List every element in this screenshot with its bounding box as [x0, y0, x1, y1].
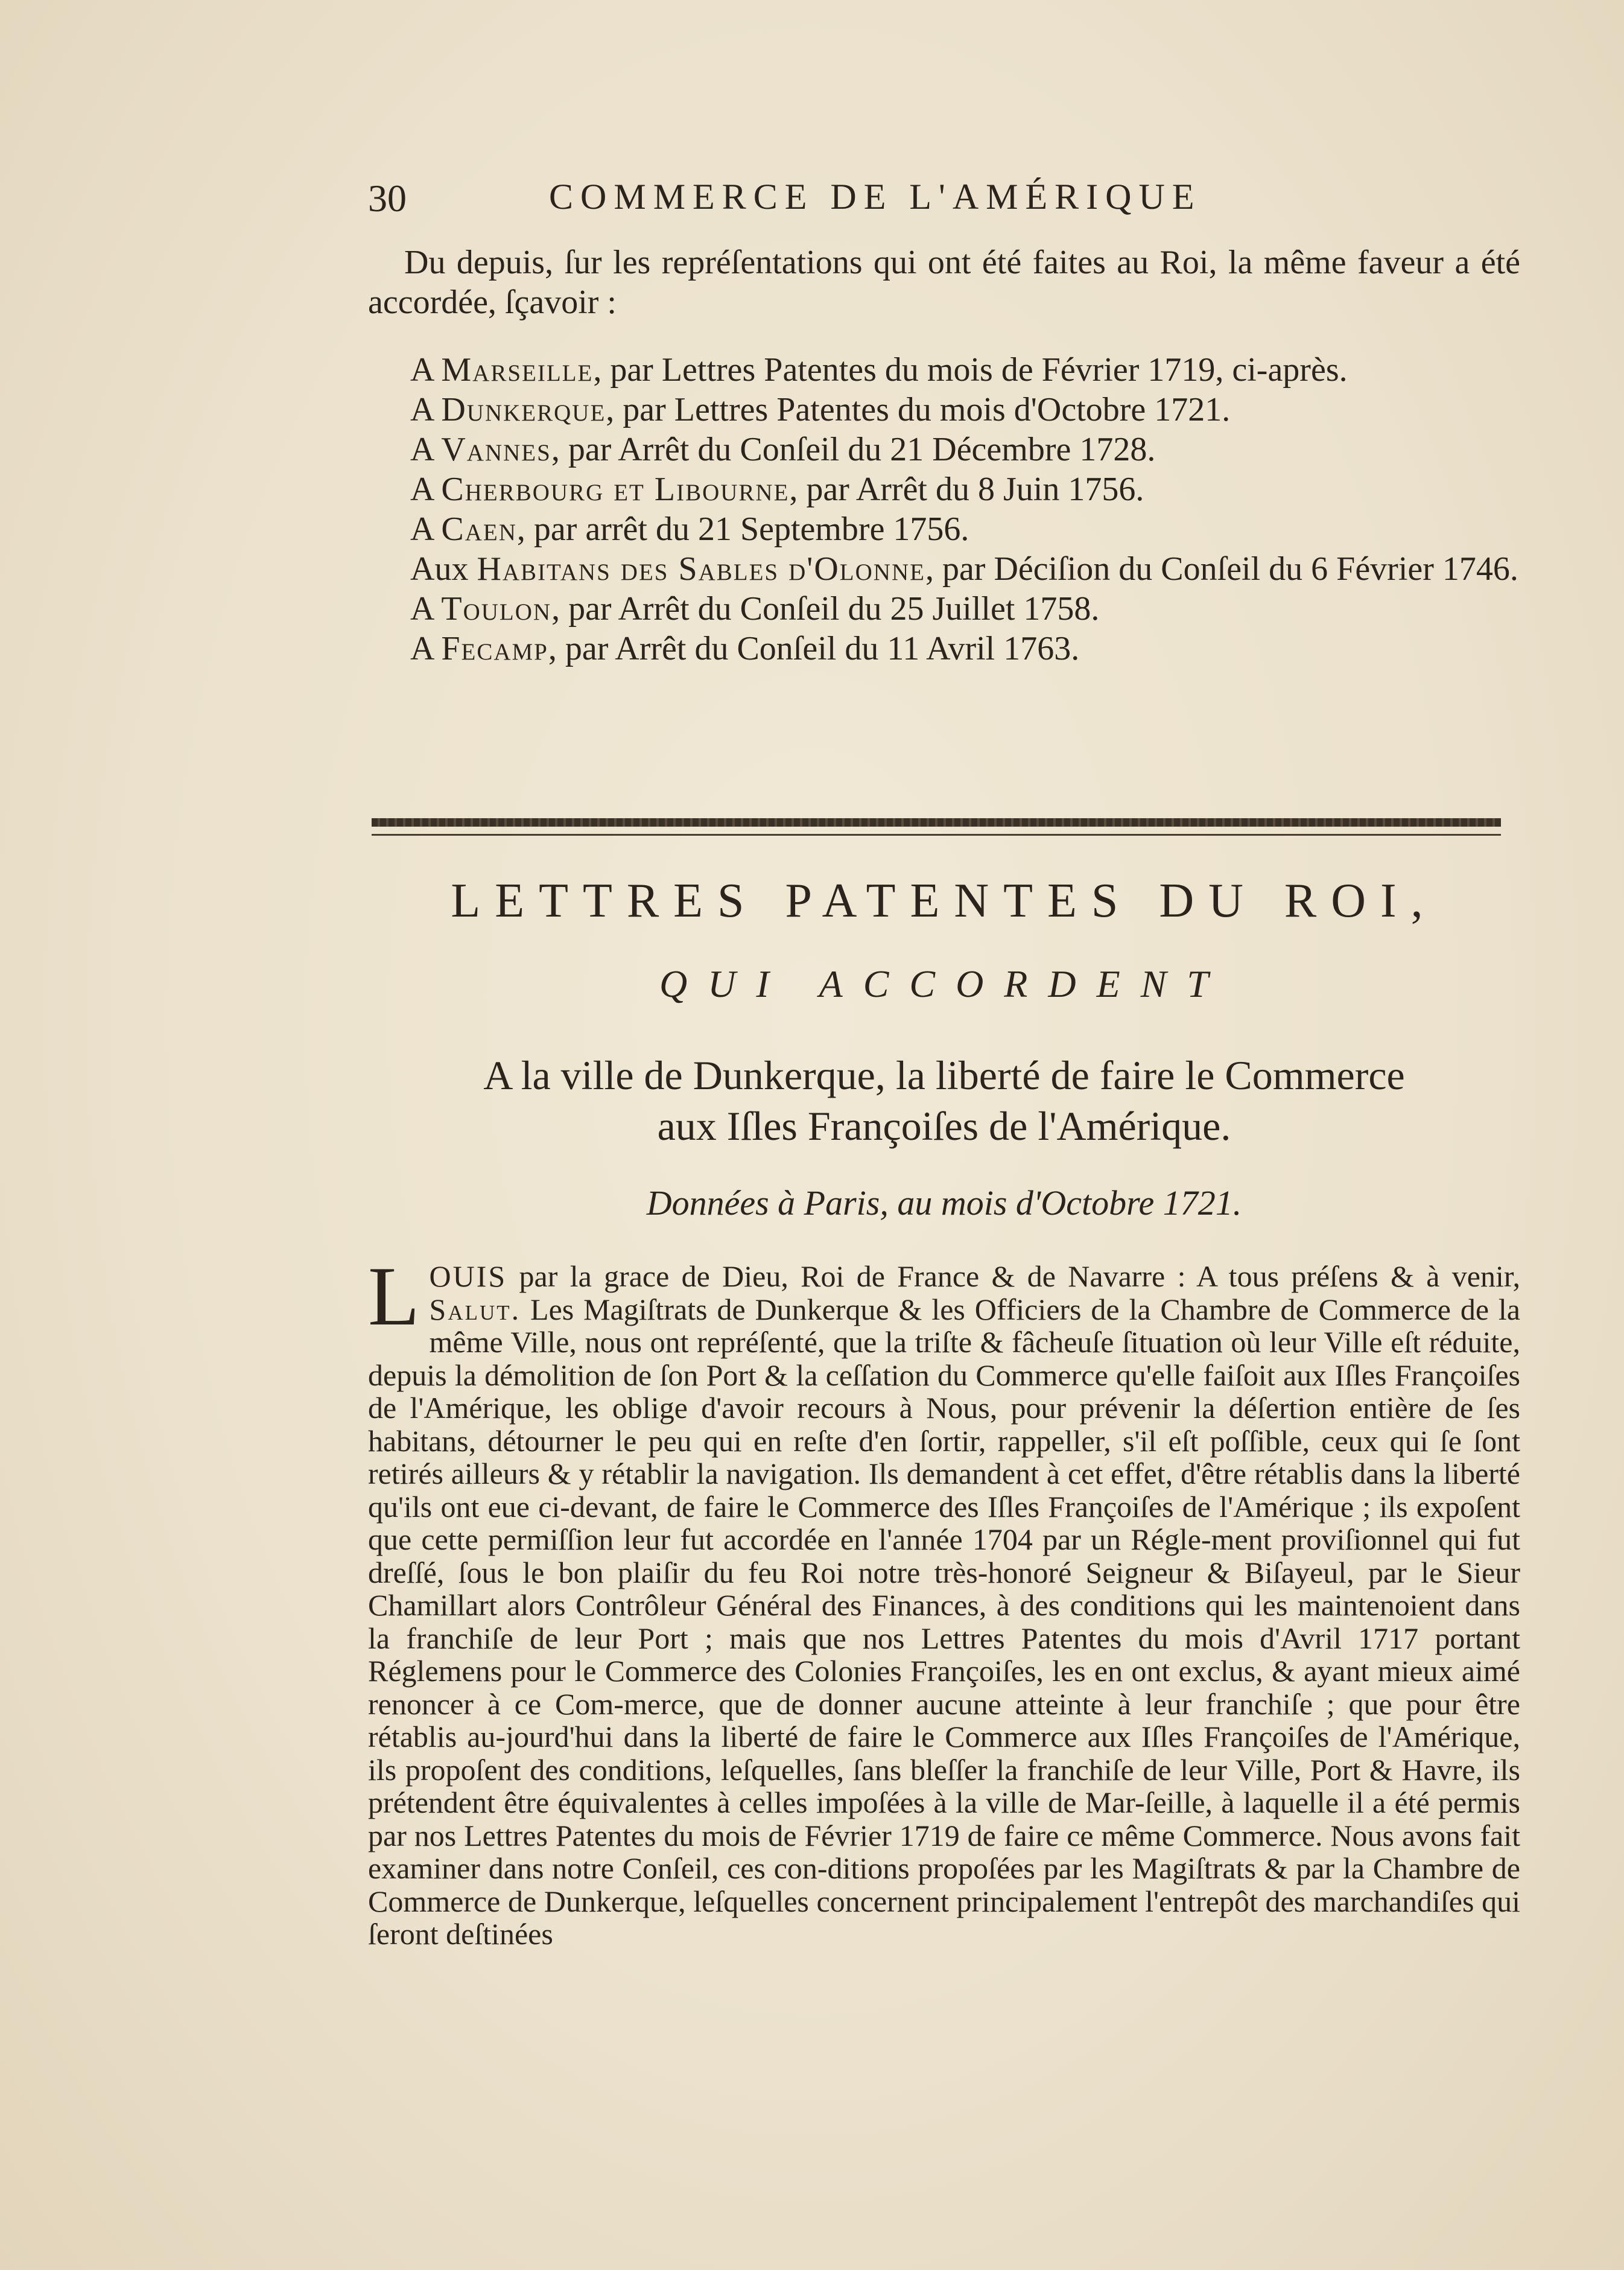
grant-detail: , par Arrêt du Conſeil du 21 Décembre 1728.	[551, 431, 1156, 468]
grant-detail: , par Arrêt du Conſeil du 11 Avril 1763.	[548, 630, 1080, 667]
description-line-2: aux Iſles Françoiſes de l'Amérique.	[657, 1103, 1231, 1149]
grant-item	[368, 549, 1520, 589]
intro-text: Du depuis, ſur les repréſentations qui ont été faites au Roi, la même faveur a été accordée, ſçavoir :	[368, 244, 1520, 321]
section-description	[368, 1050, 1520, 1151]
body-text	[368, 1250, 1520, 1951]
grant-item	[368, 390, 1520, 430]
grant-prefix: A	[410, 431, 442, 468]
section-title: LETTRES PATENTES DU ROI,	[451, 874, 1438, 927]
grant-detail: , par Arrêt du Conſeil du 25 Juillet 1758.	[551, 590, 1100, 628]
grant-detail: , par Déciſion du Conſeil du 6 Février 1746.	[925, 550, 1518, 588]
grant-prefix: A	[410, 351, 442, 389]
running-title: COMMERCE DE L'AMÉRIQUE	[549, 177, 1202, 217]
ornamental-rule	[372, 818, 1501, 827]
grant-item	[368, 430, 1520, 469]
grant-place: Caen	[441, 510, 517, 548]
opening-word: OUIS	[429, 1259, 507, 1293]
grant-item	[368, 589, 1520, 629]
page-header	[368, 176, 1369, 230]
section-date: Données à Paris, au mois d'Octobre 1721.	[646, 1183, 1242, 1222]
grant-prefix: A	[410, 471, 442, 508]
grant-prefix: A	[410, 391, 442, 428]
description-line-1: A la ville de Dunkerque, la liberté de faire le Commerce	[483, 1052, 1405, 1098]
grant-item	[368, 629, 1520, 669]
grant-place: Toulon	[441, 590, 552, 628]
grant-item	[368, 469, 1520, 509]
thin-rule	[372, 834, 1501, 836]
grant-place: Habitans des Sables d'Olonne	[477, 550, 925, 588]
section-subtitle: QUI ACCORDENT	[659, 962, 1229, 1005]
salut-word: Salut.	[429, 1292, 521, 1326]
drop-cap: L	[368, 1250, 420, 1343]
body-part-1: par la grace de Dieu, Roi de France & de Navarre : A tous préſens & à venir,	[507, 1259, 1520, 1293]
grant-prefix: A	[410, 510, 442, 548]
grant-prefix: A	[410, 590, 442, 628]
grant-place: Marseille	[441, 351, 594, 389]
grant-item	[368, 509, 1520, 549]
grant-item	[368, 350, 1520, 390]
grants-list	[368, 350, 1520, 669]
page-number: 30	[368, 177, 407, 220]
grant-detail: , par Lettres Patentes du mois d'Octobre 1721.	[606, 391, 1231, 428]
grant-place: Fecamp	[441, 630, 548, 667]
grant-prefix: Aux	[410, 550, 477, 588]
grant-detail: , par arrêt du 21 Septembre 1756.	[516, 510, 969, 548]
grant-detail: , par Arrêt du 8 Juin 1756.	[789, 471, 1144, 508]
grant-prefix: A	[410, 630, 442, 667]
intro-paragraph	[368, 243, 1520, 322]
grant-place: Dunkerque	[441, 391, 606, 428]
grant-place: Cherbourg et Libourne	[441, 471, 790, 508]
grant-place: Vannes	[441, 431, 551, 468]
body-part-2: Les Magiſtrats de Dunkerque & les Officiers de la Chambre de Commerce de la même Ville, nous ont repréſenté, que la triſte & fâcheuſe ſituation où leur Ville eſt réduite, depuis la démolition de ſon Port & la ceſſation du Commerce qu'elle faiſoit aux Iſles Françoiſes de l'Amérique, les oblige d'avoir recours à Nous, pour prévenir la déſertion entière de ſes habitans, détourner le peu qui en reſte d'en ſortir, rappeller, s'il eſt poſſible, ceux qui ſe ſont retirés ailleurs & y rétablir la navigation. Ils demandent à cet effet, d'être rétablis dans la liberté qu'ils ont eue ci-devant, de faire le Commerce des Iſles Françoiſes de l'Amérique ; ils expoſent que cette permiſſion leur fut accordée en l'année 1704 par un Régle-ment proviſionnel qui fut dreſſé, ſous le bon plaiſir du feu Roi notre très-honoré Seigneur & Biſayeul, par le Sieur Chamillart alors Contrôleur Général des Finances, à des conditions qui les maintenoient dans la franchiſe de leur Port ; mais que nos Lettres Patentes du mois d'Avril 1717 portant Réglemens pour le Commerce des Colonies Françoiſes, les en ont exclus, & ayant mieux aimé renoncer à ce Com-merce, que de donner aucune atteinte à leur franchiſe ; que pour être rétablis au-jourd'hui dans la liberté de faire le Commerce aux Iſles Françoiſes de l'Amérique, ils propoſent des conditions, leſquelles, ſans bleſſer la franchiſe de leur Ville, Port & Havre, ils prétendent être équivalentes à celles impoſées à la ville de Mar-ſeille, à laquelle il a été permis par nos Lettres Patentes du mois de Février 1719 de faire ce même Commerce. Nous avons fait examiner dans notre Conſeil, ces con-ditions propoſées par les Magiſtrats & par la Chambre de Commerce de Dunkerque, leſquelles concernent principalement l'entrepôt des marchandiſes qui ſeront deſtinées	[368, 1292, 1520, 1951]
grant-detail: , par Lettres Patentes du mois de Février 1719, ci-après.	[593, 351, 1348, 389]
